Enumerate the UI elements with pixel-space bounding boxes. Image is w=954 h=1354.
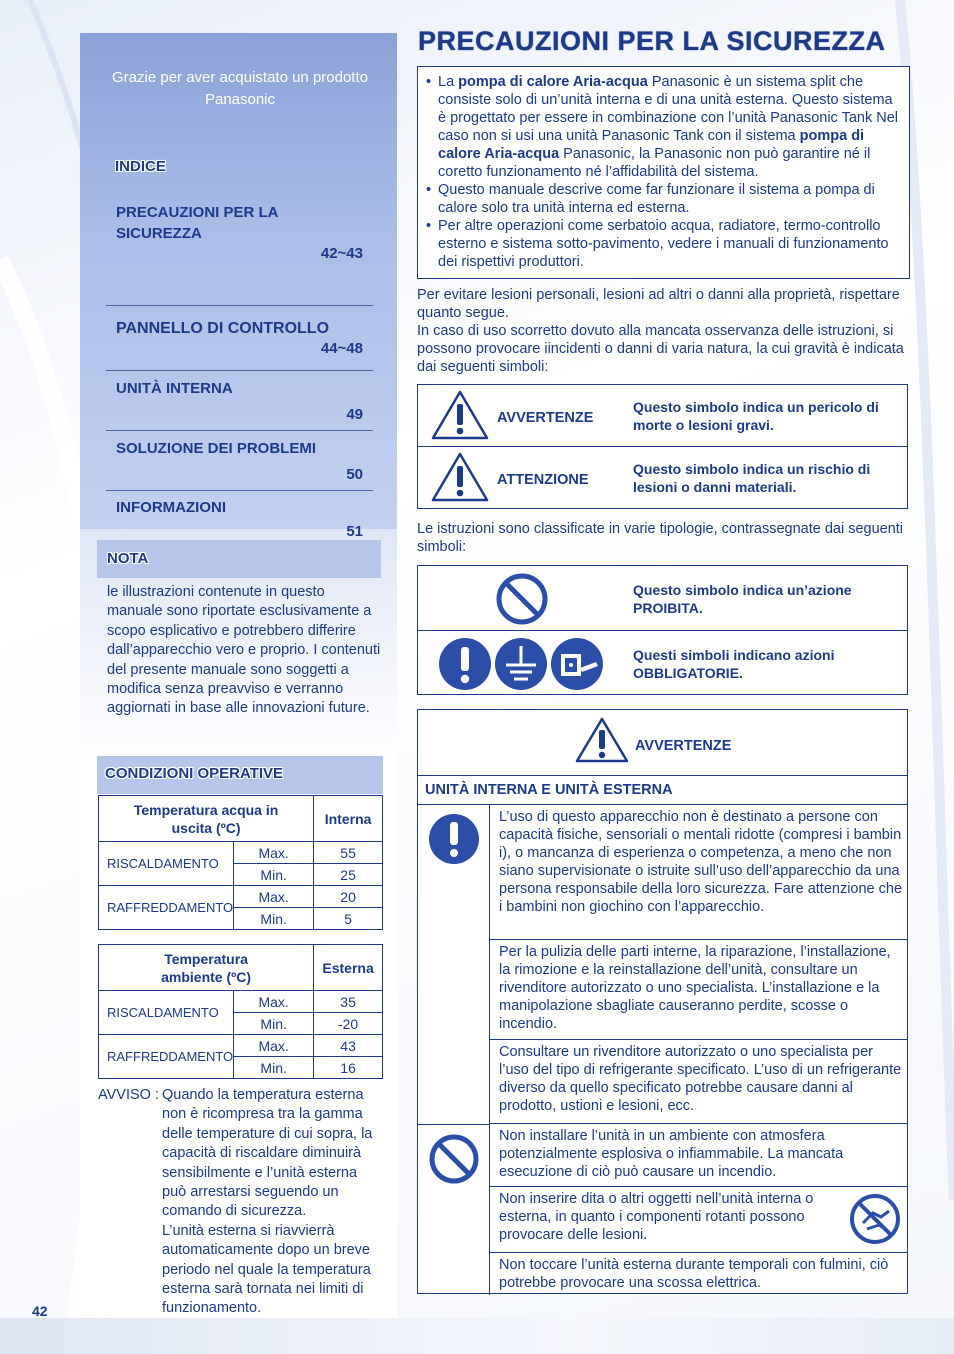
warning-item: Non toccare l’unità esterna durante temporali con fulmini, ciò potrebbe provocare una scossa elettrica. <box>489 1253 907 1295</box>
action-desc: Questo simbolo indica un’azione PROIBITA. <box>633 582 852 616</box>
nota-text: le illustrazioni contenute in questo manuale sono riportate esclusivamente a scopo esplicativo e potrebbero differire dall’apparecchio vero e proprio. I contenuti del presente manuale sono soggetti a modifica senza preavviso e verranno aggiornati in base alle innovazioni future. <box>107 584 381 717</box>
warning-icon-cell <box>418 805 489 1124</box>
max-label: Max. <box>234 842 314 864</box>
warning-triangle-icon <box>430 389 490 441</box>
page-number: 42 <box>32 1303 48 1319</box>
paragraph-line: In caso di uso scorretto dovuto alla mancata osservanza delle istruzioni, si possono provocare iincidenti o danni di varia natura, la cui gravità è indicata dai seguenti simboli: <box>417 323 904 375</box>
table-cell: 25 <box>314 864 383 886</box>
min-label: Min. <box>234 908 314 930</box>
toc-item-problemi[interactable] <box>106 431 373 491</box>
toc-title: SOLUZIONE DEI PROBLEMI <box>116 440 317 457</box>
table-cell: 43 <box>314 1035 383 1057</box>
action-desc: Questi simboli indicano azioni OBBLIGATORIE. <box>633 647 835 681</box>
nota-heading: NOTA <box>107 550 149 567</box>
action-row-prohibited <box>418 566 907 631</box>
bottom-band <box>0 1318 954 1354</box>
page-title: PRECAUZIONI PER LA SICUREZZA <box>418 26 886 56</box>
symbol-desc: Questo simbolo indica un pericolo di morte o lesioni gravi. <box>633 399 879 433</box>
min-label: Min. <box>234 1013 314 1035</box>
symbol-desc: Questo simbolo indica un rischio di lesioni o danni materiali. <box>633 461 871 495</box>
table-header: Interna <box>314 796 383 842</box>
avviso-text-2: L’unità esterna si riavvierrà automaticamente dopo un breve periodo nel quale la temperatura esterna sarà tornata nei limiti di funzionamento. <box>162 1222 371 1317</box>
toc-item-sicurezza[interactable] <box>106 198 373 306</box>
symbol-row-attenzione <box>418 447 907 509</box>
toc-pages: 44~48 <box>320 340 363 357</box>
intro-paragraph <box>417 286 907 376</box>
warning-icon-cell <box>418 1124 489 1316</box>
indice-heading: INDICE <box>115 158 166 175</box>
warnings-subtitle: UNITÀ INTERNA E UNITÀ ESTERNA <box>418 776 907 805</box>
table-header: Temperatura acqua in uscita (ºC) <box>99 796 314 842</box>
no-fingers-icon <box>849 1193 901 1245</box>
warning-item-text: Non inserire dita o altri oggetti nell’unità interna o esterna, in quanto i componenti rotanti possono provocare delle lesioni. <box>499 1191 814 1243</box>
max-label: Max. <box>234 1035 314 1057</box>
warnings-header <box>418 710 907 776</box>
warnings-grid <box>418 805 907 1295</box>
condizioni-heading: CONDIZIONI OPERATIVE <box>105 765 284 782</box>
row-label: RISCALDAMENTO <box>99 991 234 1035</box>
warnings-title: AVVERTENZE <box>635 738 732 754</box>
mandatory-exclamation-icon <box>438 637 492 691</box>
action-row-mandatory <box>418 631 907 696</box>
left-column <box>80 33 397 1318</box>
text-run: La <box>438 74 459 90</box>
toc-title: PRECAUZIONI PER LA SICUREZZA <box>116 204 278 242</box>
symbol-name: ATTENZIONE <box>497 472 589 488</box>
toc-pages: 51 <box>346 523 363 540</box>
max-label: Max. <box>234 886 314 908</box>
thanks-text: Grazie per aver acquistato un prodotto Panasonic <box>112 69 368 108</box>
table-cell: 5 <box>314 908 383 930</box>
intro-bullet-3: • Per altre operazioni come serbatoio acqua, radiatore, termo-controllo esterno e sistema sotto-pavimento, vedere i manuali di funzionamento dei rispettivi produttori. <box>426 217 901 271</box>
warning-item: Consultare un rivenditore autorizzato o uno specialista per l’uso del tipo di refrigerante specificato. L’uso di un refrigerante diverso da quello specificato potrebbe causare danni al prodotto, ustioni e lesioni, ecc. <box>489 1040 907 1124</box>
toc-title: INFORMAZIONI <box>116 499 226 516</box>
table-cell: -20 <box>314 1013 383 1035</box>
warning-item: Per la pulizia delle parti interne, la riparazione, l’installazione, la rimozione e la reinstallazione dell’unità, consultare un rivenditore autorizzato o uno specialista. L’installazione e la manipolazione sbagliate causeranno perdite, scosse o incendio. <box>489 940 907 1040</box>
table-header: Temperatura ambiente (ºC) <box>99 945 314 991</box>
text-run-bold: pompa di calore Aria-acqua <box>438 128 865 162</box>
warning-item: Non installare l’unità in un ambiente con atmosfera potenzialmente esplosiva o infiammabile. La mancata esecuzione di ciò può causare un incendio. <box>489 1124 907 1187</box>
warning-triangle-icon <box>574 716 630 764</box>
prohibited-icon <box>495 572 549 626</box>
warnings-box <box>417 709 908 1294</box>
min-label: Min. <box>234 1057 314 1079</box>
ambient-temperature-table <box>98 944 383 1079</box>
toc-title: UNITÀ INTERNA <box>116 380 233 397</box>
table-cell: 55 <box>314 842 383 864</box>
table-of-contents <box>106 198 373 551</box>
toc-item-pannello[interactable] <box>106 306 373 371</box>
toc-pages: 42~43 <box>320 245 363 262</box>
condizioni-heading-bar <box>97 756 383 794</box>
prohibited-icon <box>428 1133 480 1185</box>
table-header: Esterna <box>314 945 383 991</box>
row-label: RAFFREDDAMENTO <box>99 1035 234 1079</box>
warning-item: L’uso di questo apparecchio non è destinato a persone con capacità fisiche, sensoriali o mentali ridotte (compresi i bambin i), o mancanza di esperienza o competenza, a meno che non siano supervisionate o istruite sull’uso dell’apparecchio da una persona responsabile della loro sicurezza. Fare attenzione che i bambini non giochino con l’apparecchio. <box>489 805 907 940</box>
toc-item-unita-interna[interactable] <box>106 371 373 431</box>
avviso-text-1: Quando la temperatura esterna non è ricompresa tra la gamma delle temperature di cui sopra, la capacità di riscaldare diminuirà sensibilmente e l’unità esterna può arrestarsi seguendo un comando di sicurezza. <box>162 1087 373 1220</box>
paragraph-line: Per evitare lesioni personali, lesioni ad altri o danni alla proprietà, rispettare quanto segue. <box>417 287 900 321</box>
intro-bullet-1 <box>426 73 901 181</box>
toc-pages: 50 <box>346 466 363 483</box>
classification-paragraph: Le istruzioni sono classificate in varie tipologie, contrassegnate dai seguenti simboli: <box>417 521 904 555</box>
min-label: Min. <box>234 864 314 886</box>
symbol-name: AVVERTENZE <box>497 410 594 426</box>
table-cell: 16 <box>314 1057 383 1079</box>
action-symbols-box <box>417 565 908 695</box>
toc-title: PANNELLO DI CONTROLLO <box>116 320 330 337</box>
caution-triangle-icon <box>430 451 490 503</box>
nota-heading-bar <box>97 540 381 578</box>
table-cell: 20 <box>314 886 383 908</box>
table-cell: 35 <box>314 991 383 1013</box>
toc-pages: 49 <box>346 406 363 423</box>
water-temperature-table <box>98 795 383 930</box>
text-run: Panasonic, la Panasonic non può garantire né il coretto funzionamento né l’affidabilità del sistema. <box>438 146 871 180</box>
symbol-row-avvertenze <box>418 385 907 447</box>
intro-bullet-2: • Questo manuale descrive come far funzionare il sistema a pompa di calore solo tra unità interna ed esterna. <box>426 181 901 217</box>
avviso-label: AVVISO : <box>98 1087 159 1103</box>
text-run-bold: pompa di calore Aria-acqua <box>458 74 648 90</box>
severity-symbols-box <box>417 384 908 509</box>
row-label: RISCALDAMENTO <box>99 842 234 886</box>
intro-box <box>417 66 910 279</box>
avviso-note <box>98 1086 383 1319</box>
text-run: Panasonic è un sistema split che consiste solo di un’unità interna e di una unità esterna. Questo sistema è progettato per essere in combinazione con l’unità Panasonic Tank Nel caso non si usi una unità Panasonic Tank con il sistema <box>438 74 898 144</box>
unplug-icon <box>550 637 604 691</box>
row-label: RAFFREDDAMENTO <box>99 886 234 930</box>
earth-ground-icon <box>494 637 548 691</box>
mandatory-exclamation-icon <box>428 813 480 865</box>
max-label: Max. <box>234 991 314 1013</box>
warning-item-fingers <box>489 1187 907 1253</box>
